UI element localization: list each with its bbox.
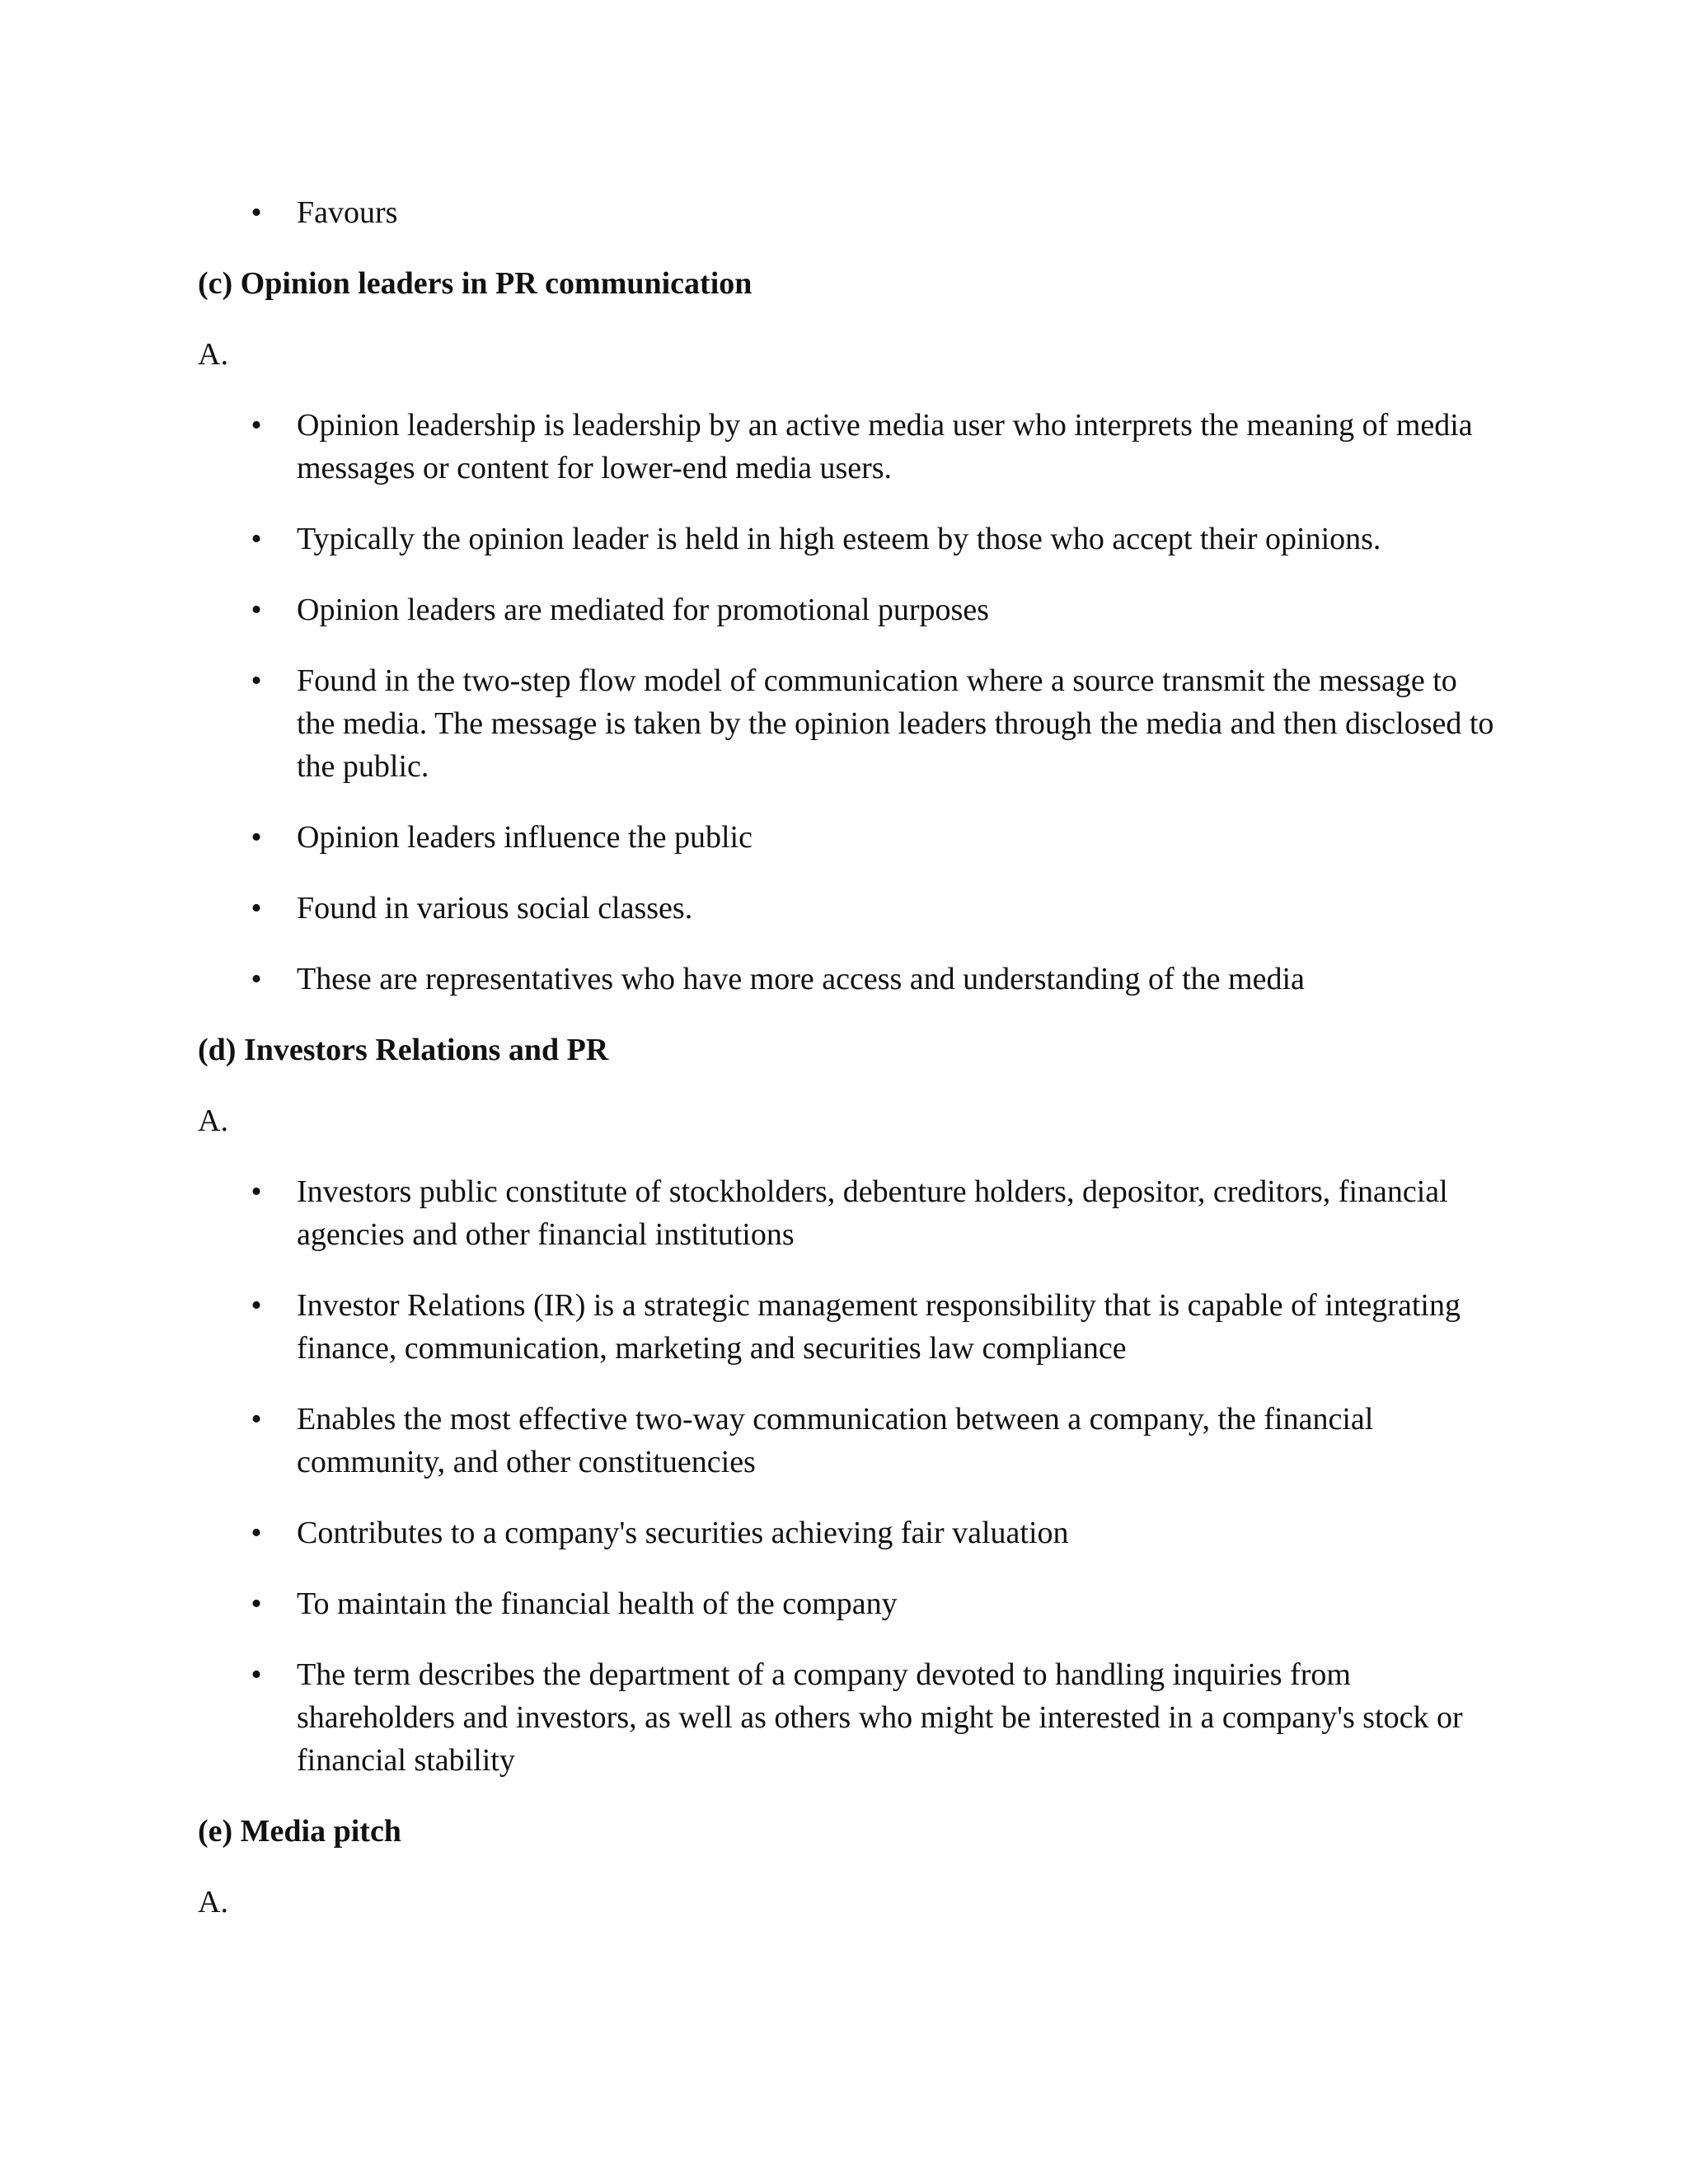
list-item-text: The term describes the department of a company devoted to handling inquiries from shareholders and investors, as well as others who might be interested in a company's stock or financial stability bbox=[297, 1657, 1463, 1778]
bullet-icon: • bbox=[251, 408, 262, 443]
list-item-text: Opinion leaders are mediated for promotional purposes bbox=[297, 593, 989, 627]
list-item bbox=[198, 1284, 1500, 1370]
answer-label-c: A. bbox=[198, 337, 228, 372]
list-item-text: Opinion leaders influence the public bbox=[297, 820, 753, 855]
bullet-icon: • bbox=[251, 1402, 262, 1436]
bullet-icon: • bbox=[251, 1657, 262, 1692]
bullet-list-c bbox=[198, 404, 1500, 1001]
list-item bbox=[198, 659, 1500, 788]
list-item-text: Contributes to a company's securities achieving fair valuation bbox=[297, 1516, 1069, 1550]
list-item-text: Investors public constitute of stockholders, debenture holders, depositor, creditors, financial agencies and other financial institutions bbox=[297, 1174, 1448, 1252]
list-item bbox=[198, 1170, 1500, 1256]
bullet-icon: • bbox=[251, 1586, 262, 1621]
list-item-text: Typically the opinion leader is held in high esteem by those who accept their opinions. bbox=[297, 522, 1381, 556]
list-item-text: Investor Relations (IR) is a strategic management responsibility that is capable of integrating finance, communication, marketing and securities law compliance bbox=[297, 1288, 1461, 1366]
list-item-text: Found in the two-step flow model of communication where a source transmit the message to the media. The message is taken by the opinion leaders through the media and then disclosed to the public. bbox=[297, 663, 1494, 784]
bullet-icon: • bbox=[251, 195, 262, 230]
document-content bbox=[198, 191, 1500, 1952]
bullet-list-d bbox=[198, 1170, 1500, 1782]
list-item bbox=[198, 404, 1500, 490]
bullet-icon: • bbox=[251, 1516, 262, 1550]
list-item bbox=[198, 816, 1500, 859]
list-item bbox=[198, 1582, 1500, 1625]
list-item-text: Enables the most effective two-way communication between a company, the financial community, and other constituencies bbox=[297, 1402, 1374, 1479]
bullet-icon: • bbox=[251, 820, 262, 855]
bullet-icon: • bbox=[251, 962, 262, 996]
bullet-icon: • bbox=[251, 593, 262, 627]
list-item bbox=[198, 1653, 1500, 1782]
list-item bbox=[198, 588, 1500, 631]
bullet-icon: • bbox=[251, 1288, 262, 1323]
answer-label-d: A. bbox=[198, 1104, 228, 1138]
bullet-icon: • bbox=[251, 522, 262, 556]
intro-bullet-list bbox=[198, 191, 1500, 234]
list-item bbox=[198, 887, 1500, 930]
list-item bbox=[198, 191, 1500, 234]
list-item bbox=[198, 1511, 1500, 1554]
list-item bbox=[198, 518, 1500, 560]
answer-label-e: A. bbox=[198, 1885, 228, 1919]
list-item-text: Opinion leadership is leadership by an active media user who interprets the meaning of media messages or content for lower-end media users. bbox=[297, 408, 1473, 485]
list-item-text: These are representatives who have more access and understanding of the media bbox=[297, 962, 1305, 996]
list-item-text: To maintain the financial health of the company bbox=[297, 1586, 898, 1621]
section-heading-c: (c) Opinion leaders in PR communication bbox=[198, 266, 753, 301]
list-item bbox=[198, 958, 1500, 1001]
section-heading-e: (e) Media pitch bbox=[198, 1814, 401, 1849]
bullet-icon: • bbox=[251, 891, 262, 926]
section-heading-d: (d) Investors Relations and PR bbox=[198, 1033, 609, 1067]
list-item-text: Favours bbox=[297, 195, 398, 230]
bullet-icon: • bbox=[251, 1174, 262, 1209]
list-item bbox=[198, 1398, 1500, 1483]
bullet-icon: • bbox=[251, 663, 262, 698]
list-item-text: Found in various social classes. bbox=[297, 891, 693, 926]
